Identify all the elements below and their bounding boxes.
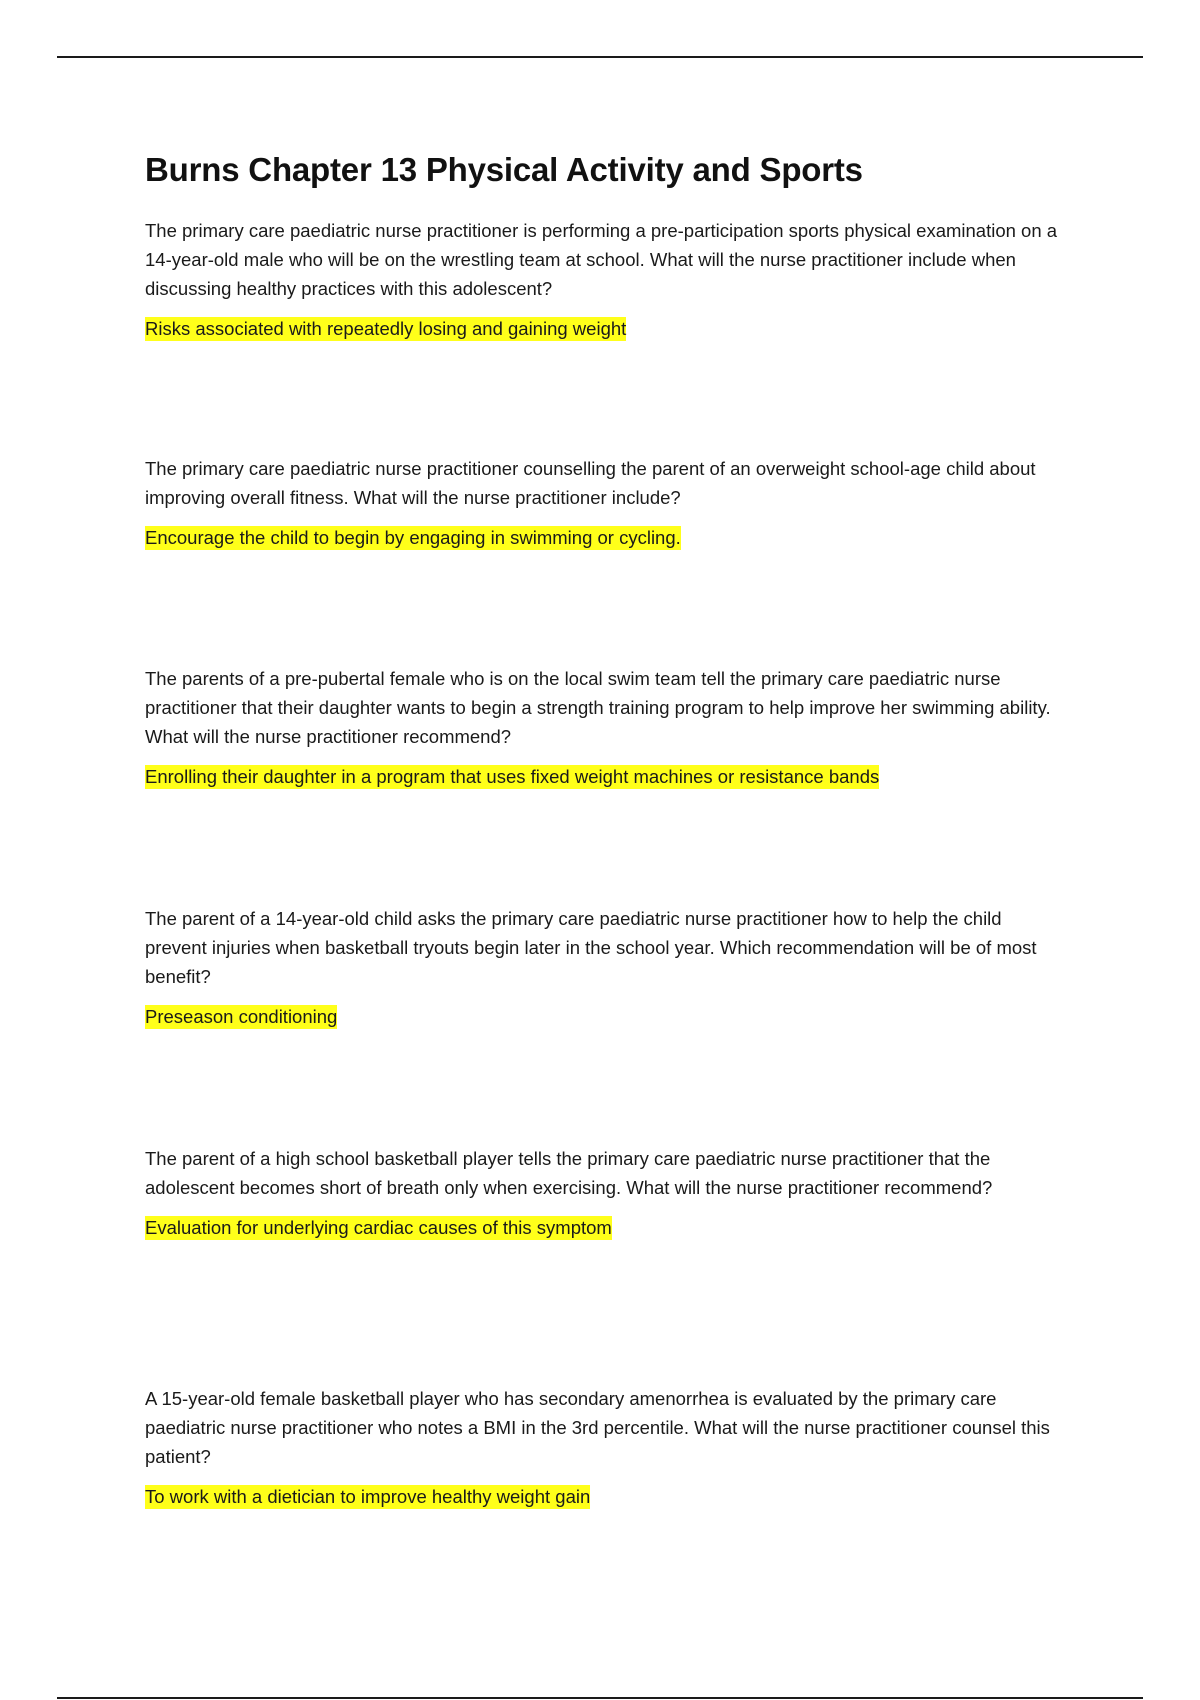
question-text: The parents of a pre-pubertal female who is on the local swim team tell the primary care paediatric nurse practitioner that their daughter wants to begin a strength training program to help improve her swimming ability. What will the nurse practitioner recommend? (145, 668, 1051, 747)
answer-highlight (145, 1214, 1065, 1242)
answer-text: Evaluation for underlying cardiac causes of this symptom (145, 1217, 612, 1238)
question-text: The primary care paediatric nurse practitioner is performing a pre-participation sports physical examination on a 14-year-old male who will be on the wrestling team at school. What will the nurse practitioner include when discussing healthy practices with this adolescent? (145, 220, 1058, 299)
top-rule (57, 56, 1143, 58)
answer-highlight (145, 1003, 1065, 1031)
answer-text: Encourage the child to begin by engaging in swimming or cycling. (145, 527, 681, 548)
question-text: The parent of a 14-year-old child asks the primary care paediatric nurse practitioner how to help the child prevent injuries when basketball tryouts begin later in the school year. Which recommendation will be of most benefit? (145, 908, 1037, 987)
question-text: The parent of a high school basketball player tells the primary care paediatric nurse practitioner that the adolescent becomes short of breath only when exercising. What will the nurse practitioner recommend? (145, 1148, 993, 1198)
answer-text: Preseason conditioning (145, 1006, 338, 1027)
answer-highlight (145, 315, 1065, 343)
qa-item-1 (145, 216, 1065, 343)
qa-item-4 (145, 904, 1065, 1031)
answer-highlight (145, 1483, 1065, 1511)
document-title: Burns Chapter 13 Physical Activity and Sports (145, 151, 863, 188)
document-body (145, 148, 1065, 1507)
qa-item-3 (145, 664, 1065, 791)
qa-item-6 (145, 1384, 1065, 1511)
answer-highlight (145, 524, 1065, 552)
question-text: The primary care paediatric nurse practitioner counselling the parent of an overweight school-age child about improving overall fitness. What will the nurse practitioner include? (145, 458, 1036, 508)
bottom-rule (57, 1697, 1143, 1699)
answer-highlight (145, 763, 1065, 791)
qa-item-2 (145, 454, 1065, 552)
qa-item-5 (145, 1144, 1065, 1242)
answer-text: To work with a dietician to improve healthy weight gain (145, 1486, 591, 1507)
answer-text: Risks associated with repeatedly losing and gaining weight (145, 318, 627, 339)
question-text: A 15-year-old female basketball player who has secondary amenorrhea is evaluated by the primary care paediatric nurse practitioner who notes a BMI in the 3rd percentile. What will the nurse practitioner counsel this patient? (145, 1388, 1050, 1467)
answer-text: Enrolling their daughter in a program that uses fixed weight machines or resistance bands (145, 766, 880, 787)
